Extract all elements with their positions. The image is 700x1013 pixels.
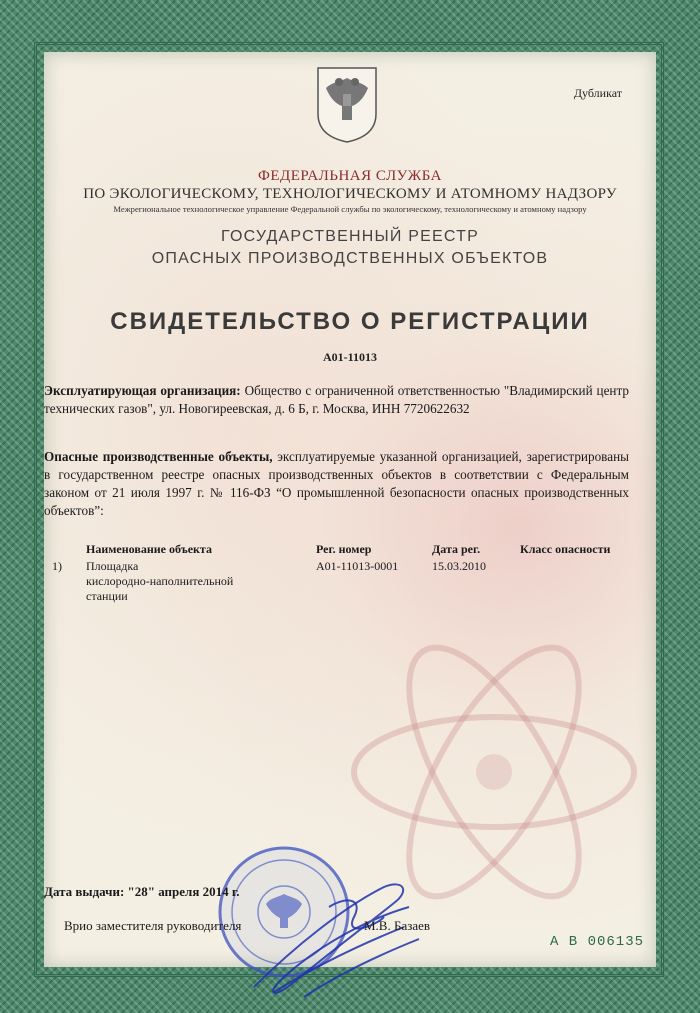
header-reg-date: Дата рег. (432, 542, 481, 556)
agency-line-3: Межрегиональное технологическое управление Федеральной службы по экологическому, технологическому и атомному надзору (113, 204, 587, 214)
coat-of-arms-icon (314, 64, 380, 144)
row-name-line-3: станции (86, 589, 128, 603)
certificate-paper (44, 52, 656, 967)
row-index: 1) (52, 559, 62, 573)
row-name-line-1: Площадка (86, 559, 139, 573)
signer-name: М.В. Базаев (364, 918, 431, 933)
certificate-title: СВИДЕТЕЛЬСТВО О РЕГИСТРАЦИИ (110, 308, 590, 335)
operator-text: Общество с ограниченной ответственностью "Владимирский центр технических газов", ул. Новогиреевская, д. 6 Б, г. Москва, ИНН 7720622632 (44, 383, 630, 416)
operator-label: Эксплуатирующая организация: (44, 383, 241, 398)
issue-date-line (44, 884, 240, 900)
objects-paragraph (44, 448, 629, 520)
signature-icon (234, 867, 434, 1007)
agency-line-1: ФЕДЕРАЛЬНАЯ СЛУЖБА (258, 168, 442, 184)
serial-number: А В 006135 (549, 934, 644, 950)
row-reg-number: А01-11013-0001 (316, 559, 399, 573)
duplicate-label: Дубликат (573, 86, 622, 100)
objects-text: эксплуатируемые указанной организацией, зарегистрированы в государственном реестре опасных производственных объектов в соответствии с Федеральным законом от 21 июля 1997 г. № 116-ФЗ “О промышленной безопасности опасных производственных объектов”: (44, 449, 629, 518)
agency-line-2: ПО ЭКОЛОГИЧЕСКОМУ, ТЕХНОЛОГИЧЕСКОМУ И АТОМНОМУ НАДЗОРУ (83, 186, 617, 202)
header-hazard-class: Класс опасности (520, 542, 611, 556)
objects-label: Опасные производственные объекты, (44, 449, 273, 464)
operator-paragraph (44, 382, 629, 418)
certificate-number: А01-11013 (323, 350, 377, 364)
row-name-line-2: кислородно-наполнительной (86, 574, 234, 588)
issued-date: "28" апреля 2014 г. (127, 884, 240, 899)
registry-line-2: ОПАСНЫХ ПРОИЗВОДСТВЕННЫХ ОБЪЕКТОВ (151, 250, 549, 267)
registry-line-1: ГОСУДАРСТВЕННЫЙ РЕЕСТР (221, 228, 479, 245)
row-reg-date: 15.03.2010 (432, 559, 486, 573)
header-reg-number: Рег. номер (316, 542, 372, 556)
header-object-name: Наименование объекта (86, 542, 212, 556)
signer-title: Врио заместителя руководителя (64, 918, 242, 933)
issued-label: Дата выдачи: (44, 884, 125, 899)
